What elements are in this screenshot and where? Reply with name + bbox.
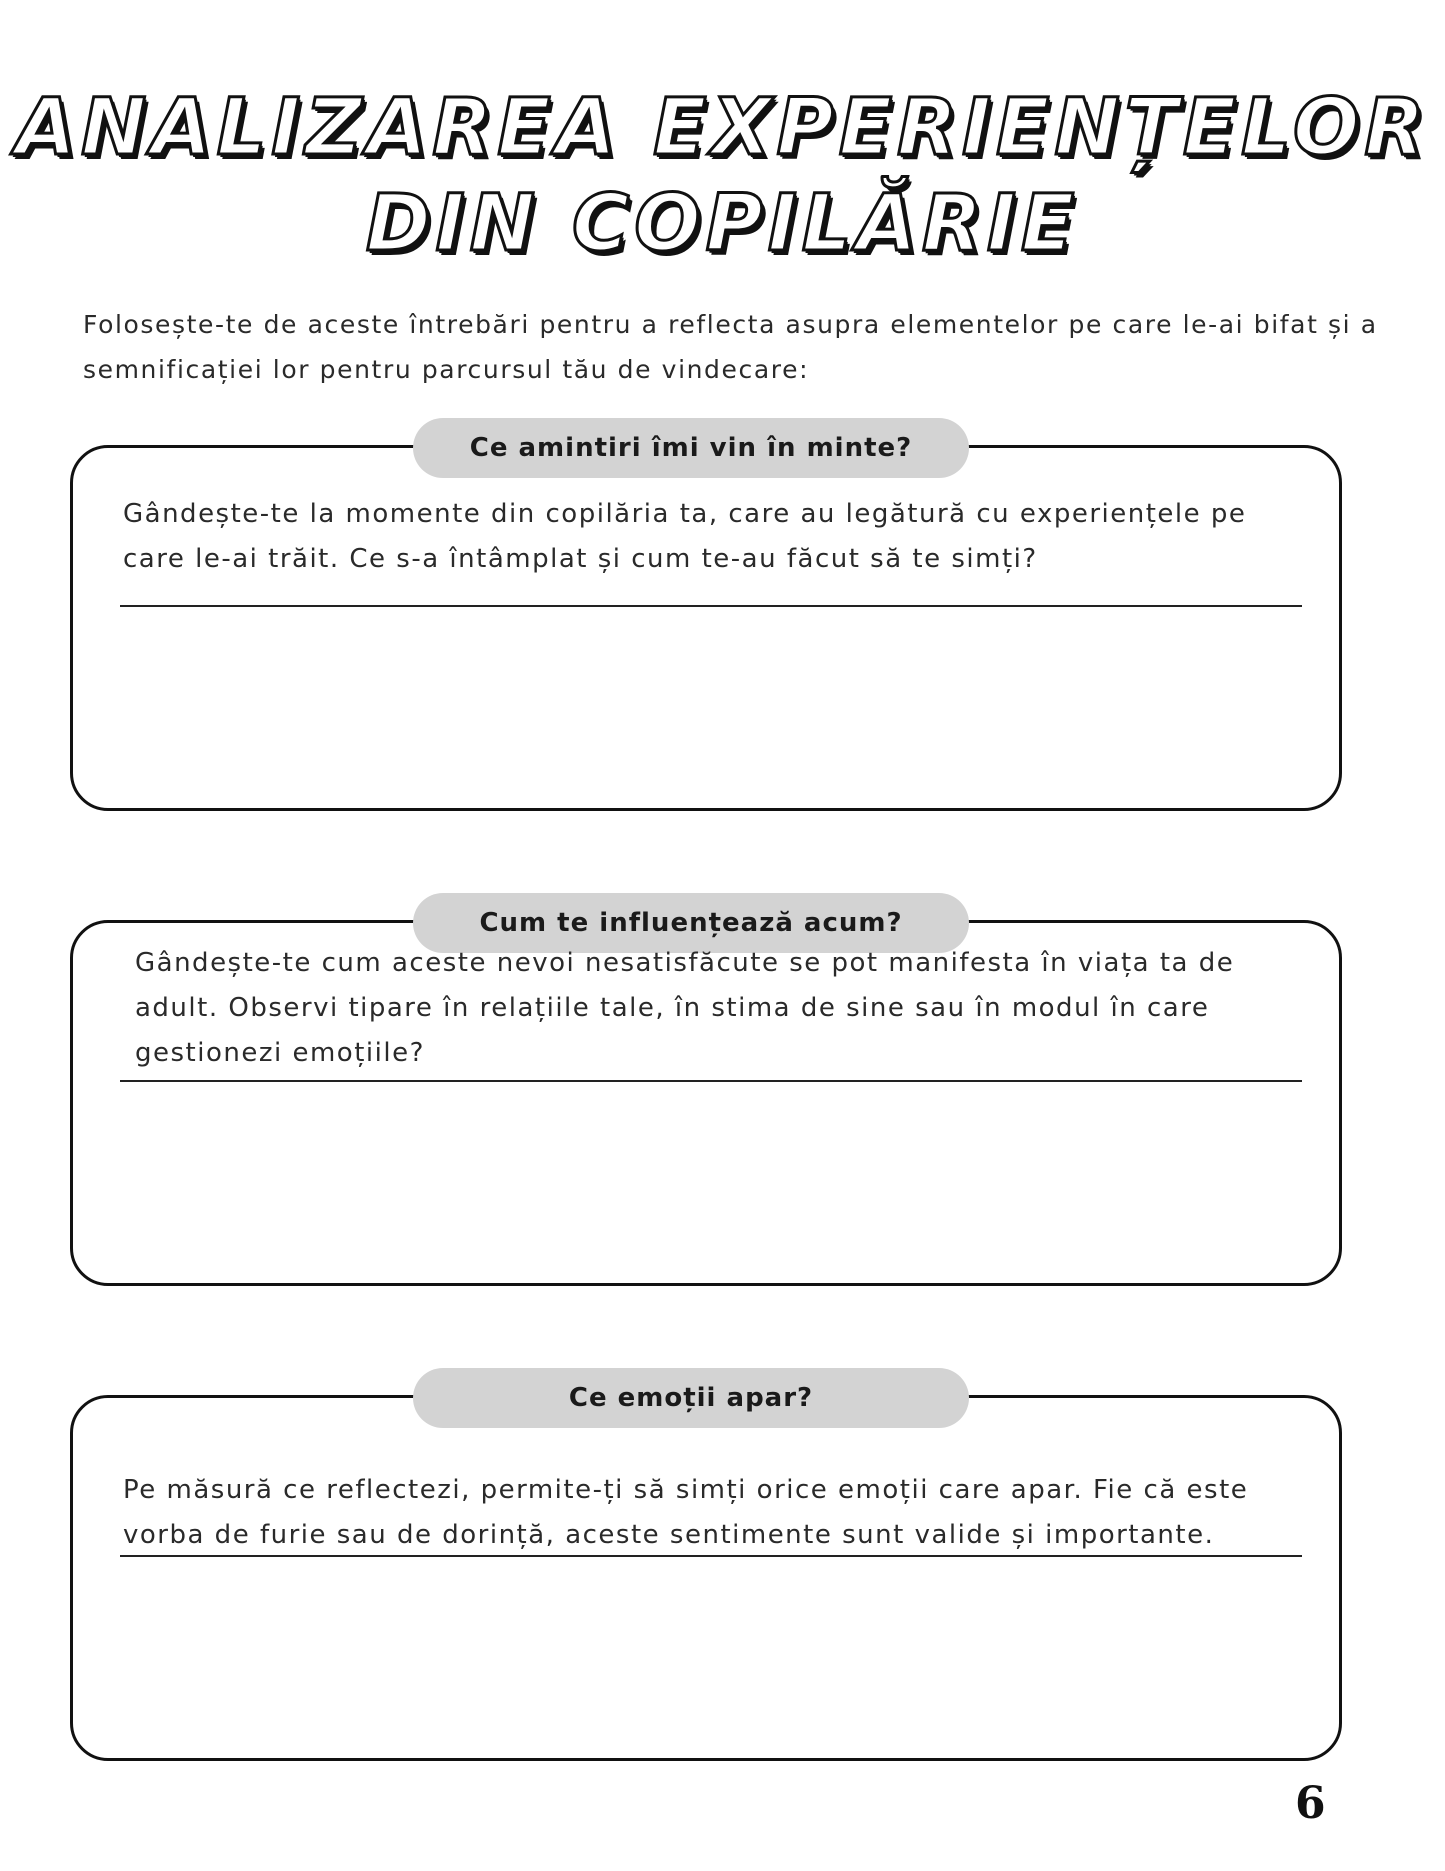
answer-line-memories: [120, 605, 1302, 607]
answer-line-emotions: [120, 1555, 1302, 1557]
page-title: [0, 80, 1445, 272]
page-title-line-1: ANALIZAREA EXPERIENȚELOR: [15, 83, 1430, 173]
section-prompt-emotions: Pe măsură ce reflectezi, permite-ți să simți orice emoții care apar. Fie că este vorba de furie sau de dorință, aceste sentimente sunt valide și importante.: [123, 1475, 1249, 1550]
section-heading-influence: Cum te influențează acum?: [413, 893, 969, 953]
section-prompt-memories: Gândește-te la momente din copilăria ta, care au legătură cu experiențele pe care le-ai trăit. Ce s-a întâmplat și cum te-au făcut să te simți?: [123, 499, 1247, 574]
section-card-influence: [70, 908, 1342, 1286]
section-heading-memories: Ce amintiri îmi vin în minte?: [413, 418, 969, 478]
intro-text: Folosește-te de aceste întrebări pentru a reflecta asupra elementelor pe care le-ai bifat și a semnificației lor pentru parcursul tău de vindecare:: [83, 310, 1378, 384]
answer-line-influence: [120, 1080, 1302, 1082]
section-card-memories: [70, 433, 1342, 811]
section-card-emotions: [70, 1383, 1342, 1761]
page-title-line-2: DIN COPILĂRIE: [365, 179, 1080, 269]
page-number: 6: [1295, 1778, 1326, 1829]
section-heading-emotions: Ce emoții apar?: [413, 1368, 969, 1428]
section-prompt-influence: Gândește-te cum aceste nevoi nesatisfăcute se pot manifesta în viața ta de adult. Observi tipare în relațiile tale, în stima de sine sau în modul în care gestionezi emoțiile?: [135, 948, 1235, 1068]
